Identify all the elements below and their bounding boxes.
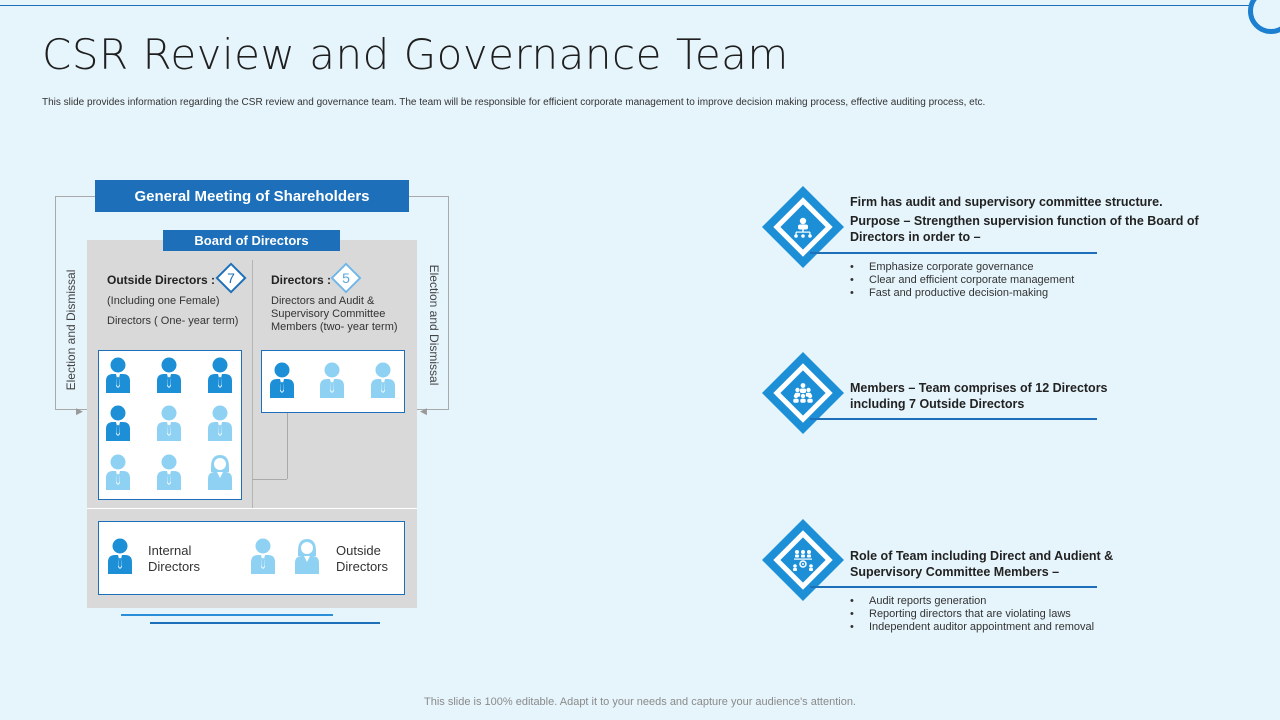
- list-item: • Audit reports generation: [850, 595, 1094, 608]
- person-outside-icon: [204, 404, 236, 442]
- item3-heading: Role of Team including Direct and Audient & Supervisory Committee Members –: [850, 549, 1114, 579]
- list-item: • Independent auditor appointment and removal: [850, 621, 1094, 634]
- directors-count: 5: [342, 270, 350, 286]
- footer-note: This slide is 100% editable. Adapt it to your needs and capture your audience's attention.: [424, 696, 856, 708]
- corner-ring-decoration: [1248, 0, 1280, 34]
- arrow-left-icon: ◀: [420, 406, 427, 416]
- committee-diamond: [762, 519, 844, 601]
- team-members-icon: [789, 379, 817, 407]
- outside-directors-note: (Including one Female): [107, 295, 220, 307]
- list-item: • Emphasize corporate governance: [850, 261, 1074, 274]
- item1-purpose: Purpose – Strengthen supervision function of the Board of Directors in order to –: [850, 214, 1199, 244]
- decorative-line: [150, 622, 380, 624]
- outside-directors-term: Directors ( One- year term): [107, 315, 239, 327]
- person-internal-icon: [102, 356, 134, 394]
- outside-directors-label: Outside Directors :: [107, 273, 216, 287]
- person-internal-icon: [102, 404, 134, 442]
- person-internal-icon: [204, 356, 236, 394]
- item3-divider: [810, 586, 1097, 588]
- outside-count: 7: [227, 270, 235, 286]
- person-internal-icon: [266, 361, 298, 399]
- item1-bullets: [850, 261, 1074, 300]
- person-outside-icon: [367, 361, 399, 399]
- arrow-right-icon: ▶: [76, 406, 83, 416]
- list-item: • Clear and efficient corporate management: [850, 274, 1074, 287]
- committee-icon: [789, 546, 817, 574]
- item1-divider: [810, 252, 1097, 254]
- directors-label: Directors :: [271, 273, 332, 287]
- directors-note: Directors and Audit & Supervisory Committee Members (two- year term): [271, 295, 398, 333]
- election-dismissal-label-left: Election and Dismissal: [64, 260, 78, 400]
- person-female-outside-icon: [204, 453, 236, 491]
- slide-subtitle: This slide provides information regarding the CSR review and governance team. The team will be responsible for efficient corporate management to improve decision making process, effective auditing process, etc.: [42, 97, 986, 108]
- connector-line: [287, 413, 288, 479]
- slide-title: CSR Review and Governance Team: [42, 30, 789, 79]
- person-outside-icon: [316, 361, 348, 399]
- person-outside-icon: [153, 404, 185, 442]
- general-meeting-box: General Meeting of Shareholders: [95, 180, 409, 212]
- list-item: • Fast and productive decision-making: [850, 287, 1074, 300]
- item2-heading: Members – Team comprises of 12 Directors including 7 Outside Directors: [850, 381, 1108, 411]
- person-internal-icon: [104, 537, 136, 575]
- person-outside-icon: [153, 453, 185, 491]
- legend-outside-label: Outside Directors: [336, 543, 389, 574]
- panel-divider-vertical: [252, 260, 253, 508]
- panel-divider-horizontal: [87, 508, 417, 509]
- person-outside-icon: [247, 537, 279, 575]
- legend-internal-label: Internal Directors: [148, 543, 201, 574]
- org-structure-icon: [789, 213, 817, 241]
- decorative-line: [121, 614, 333, 616]
- election-dismissal-label-right: Election and Dismissal: [427, 260, 441, 390]
- person-internal-icon: [153, 356, 185, 394]
- person-outside-icon: [102, 453, 134, 491]
- item3-bullets: [850, 595, 1094, 634]
- org-structure-diamond: [762, 186, 844, 268]
- top-rule: [0, 5, 1250, 6]
- team-members-diamond: [762, 352, 844, 434]
- item1-heading: Firm has audit and supervisory committee structure.: [850, 195, 1163, 209]
- connector-line-horizontal: [252, 479, 287, 480]
- item2-divider: [810, 418, 1097, 420]
- board-of-directors-box: Board of Directors: [163, 230, 340, 251]
- list-item: • Reporting directors that are violating laws: [850, 608, 1094, 621]
- person-female-outside-icon: [291, 537, 323, 575]
